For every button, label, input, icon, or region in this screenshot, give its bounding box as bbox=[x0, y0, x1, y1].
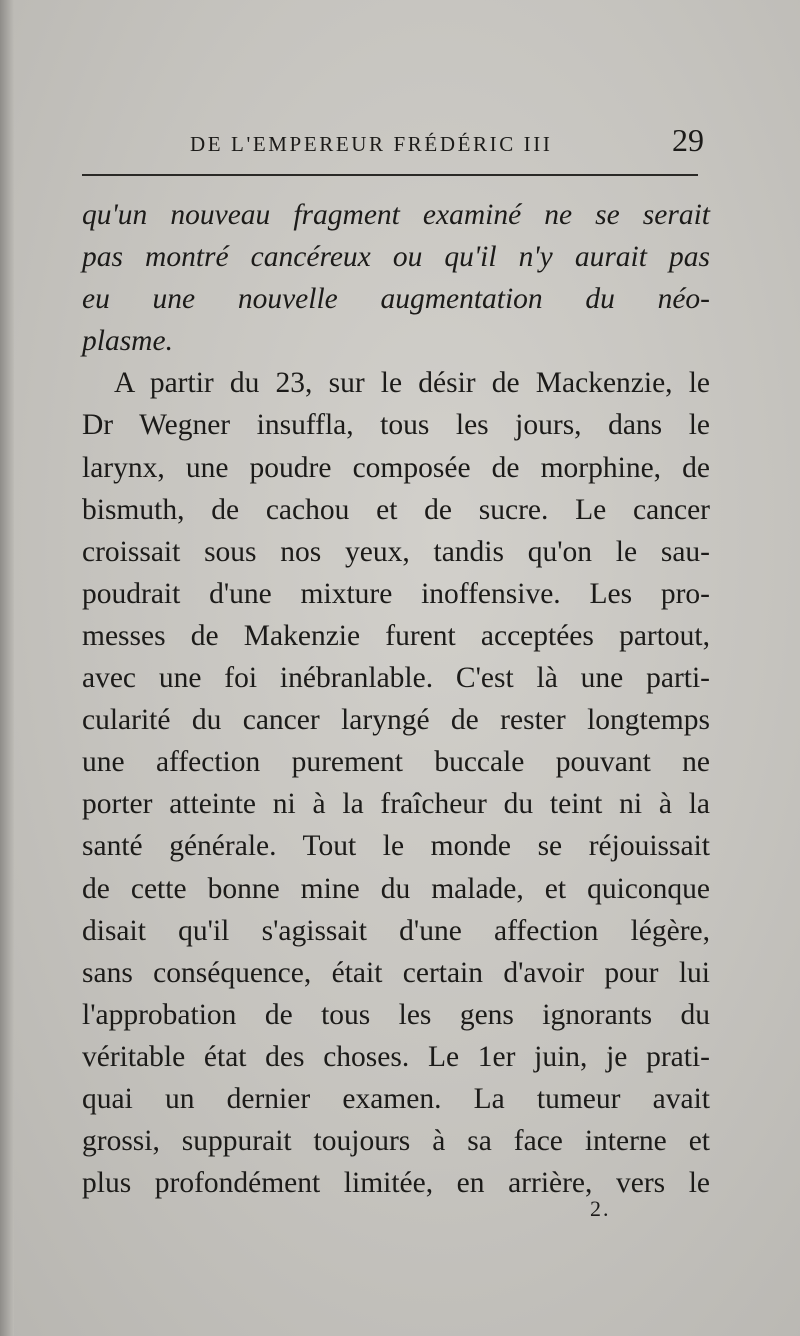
text-line: sans conséquence, était certain d'avoir pour lui bbox=[82, 956, 710, 989]
text-line: Dr Wegner insuffla, tous les jours, dans le bbox=[82, 409, 710, 442]
text-line: plasme. bbox=[82, 325, 173, 358]
text-line: bismuth, de cachou et de sucre. Le cancer bbox=[82, 493, 710, 526]
text-line: messes de Makenzie furent acceptées partout, bbox=[82, 619, 710, 652]
text-line: eu une nouvelle augmentation du néo- bbox=[82, 283, 710, 316]
text-line: pas montré cancéreux ou qu'il n'y aurait pas bbox=[82, 241, 710, 274]
text-line: croissait sous nos yeux, tandis qu'on le sau- bbox=[82, 535, 710, 568]
text-line: A partir du 23, sur le désir de Mackenzie, le bbox=[114, 367, 710, 400]
text-line: porter atteinte ni à la fraîcheur du teint ni à la bbox=[82, 788, 710, 821]
text-line: santé générale. Tout le monde se réjouissait bbox=[82, 830, 710, 863]
text-line: cularité du cancer laryngé de rester longtemps bbox=[82, 704, 710, 737]
page-binding-edge bbox=[0, 0, 14, 1336]
running-head bbox=[80, 118, 710, 168]
text-line: disait qu'il s'agissait d'une affection légère, bbox=[82, 914, 710, 947]
header-rule bbox=[82, 174, 698, 176]
running-title: DE L'EMPEREUR FRÉDÉRIC III bbox=[190, 132, 553, 156]
text-line: véritable état des choses. Le 1er juin, je prati- bbox=[82, 1040, 710, 1073]
text-line: poudrait d'une mixture inoffensive. Les pro- bbox=[82, 577, 710, 610]
text-line: plus profondément limitée, en arrière, vers le bbox=[82, 1167, 710, 1200]
page-number: 29 bbox=[672, 122, 704, 158]
text-line: qu'un nouveau fragment examiné ne se serait bbox=[82, 199, 710, 231]
text-line: de cette bonne mine du malade, et quiconque bbox=[82, 872, 710, 905]
text-line: avec une foi inébranlable. C'est là une parti- bbox=[82, 662, 710, 695]
text-line: l'approbation de tous les gens ignorants du bbox=[82, 998, 710, 1031]
text-line: grossi, suppurait toujours à sa face interne et bbox=[82, 1125, 710, 1158]
signature-mark: 2. bbox=[590, 1196, 611, 1221]
text-line: larynx, une poudre composée de morphine, de bbox=[82, 451, 710, 484]
body-text bbox=[82, 194, 710, 1204]
text-line: quai un dernier examen. La tumeur avait bbox=[82, 1082, 710, 1115]
text-line: une affection purement buccale pouvant ne bbox=[82, 746, 710, 779]
